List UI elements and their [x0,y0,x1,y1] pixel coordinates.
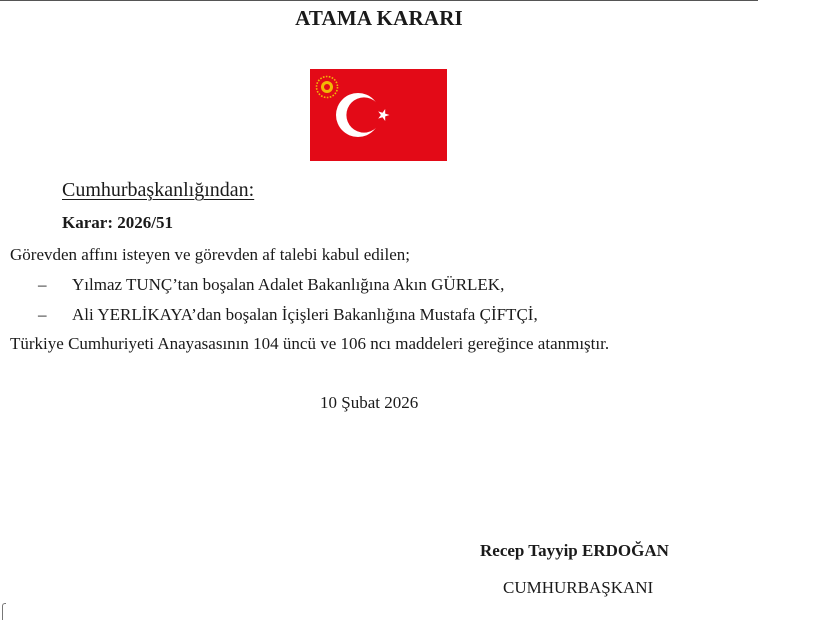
appointment-item [38,275,504,295]
corner-crop-mark [2,603,6,620]
appointment-text: Yılmaz TUNÇ’tan boşalan Adalet Bakanlığına Akın GÜRLEK, [72,275,505,294]
list-dash: – [38,305,47,324]
appointment-item [38,305,538,325]
presidential-flag-icon [310,69,447,161]
top-divider [0,0,758,1]
decision-date: 10 Şubat 2026 [320,393,419,412]
appointment-text: Ali YERLİKAYA’dan boşalan İçişleri Bakanlığına Mustafa ÇİFTÇİ, [72,305,538,324]
signatory-name: Recep Tayyip ERDOĞAN [480,541,669,560]
signatory-title: CUMHURBAŞKANI [503,578,654,597]
page-title: ATAMA KARARI [295,6,463,30]
issuer-heading: Cumhurbaşkanlığından: [62,179,255,201]
closing-text: Türkiye Cumhuriyeti Anayasasının 104 üncü ve 106 ncı maddeleri gereğince atanmıştır. [10,334,610,353]
list-dash: – [38,275,47,294]
intro-text: Görevden affını isteyen ve görevden af talebi kabul edilen; [10,245,410,264]
decision-number: Karar: 2026/51 [62,213,173,232]
